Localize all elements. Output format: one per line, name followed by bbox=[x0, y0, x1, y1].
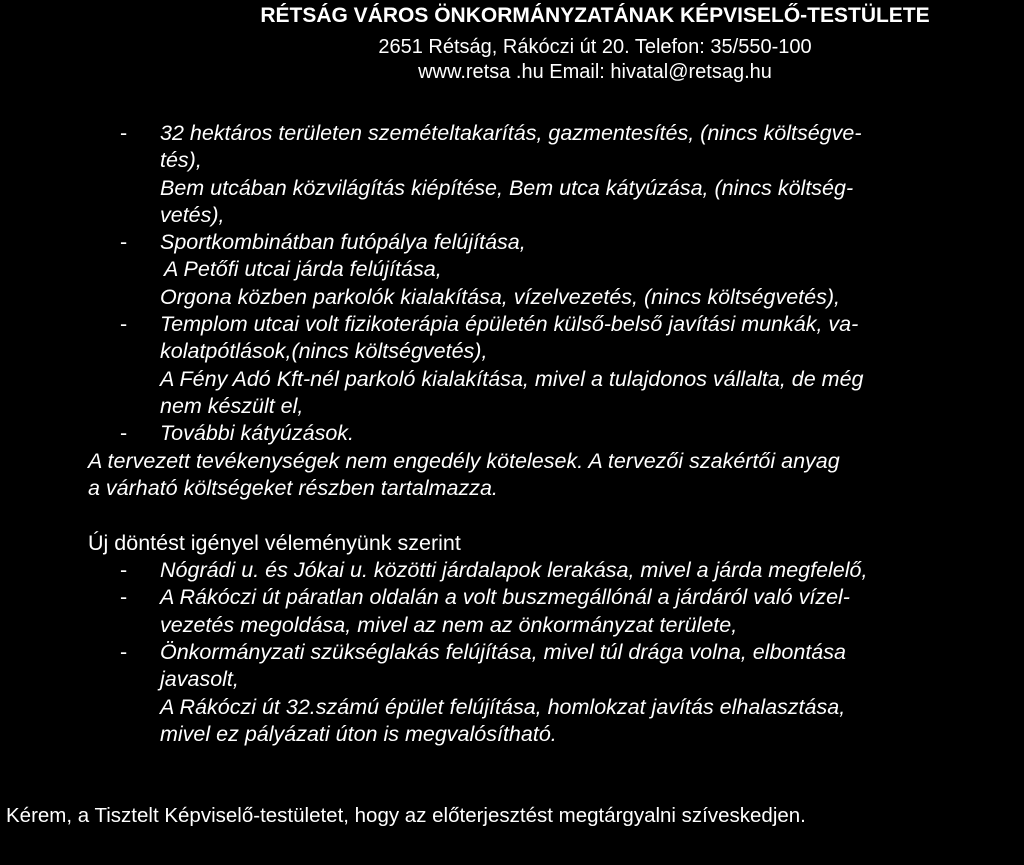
letterhead-address: 2651 Rétság, Rákóczi út 20. Telefon: 35/550-100 bbox=[378, 36, 812, 58]
letterhead-title: RÉTSÁG VÁROS ÖNKORMÁNYZATÁNAK KÉPVISELŐ-TESTÜLETE bbox=[260, 4, 930, 27]
list-item-line: tés), bbox=[160, 148, 202, 172]
list-item-line: Templom utcai volt fizikoterápia épületén külső-belső javítási munkák, va- bbox=[160, 312, 859, 336]
list-item-line: Bem utcában közvilágítás kiépítése, Bem utca kátyúzása, (nincs költség- bbox=[160, 176, 854, 200]
list-dash: - bbox=[120, 230, 128, 254]
list-dash: - bbox=[120, 121, 128, 145]
list-item-line: Önkormányzati szükséglakás felújítása, mivel túl drága volna, elbontása bbox=[160, 640, 846, 664]
list-item-line: A Fény Adó Kft-nél parkoló kialakítása, mivel a tulajdonos vállalta, de még bbox=[160, 367, 864, 391]
list-item-line: Nógrádi u. és Jókai u. közötti járdalapok lerakása, mivel a járda megfelelő, bbox=[160, 558, 868, 582]
letterhead-web-email: www.retsa .hu Email: hivatal@retsag.hu bbox=[418, 61, 772, 83]
list-item-line: mivel ez pályázati úton is megvalósítható. bbox=[160, 722, 557, 746]
list-item-line: 32 hektáros területen szemételtakarítás, gazmentesítés, (nincs költségve- bbox=[160, 121, 862, 145]
list-dash: - bbox=[120, 585, 128, 609]
list-item-line: További kátyúzások. bbox=[160, 421, 355, 445]
list-item-line: vezetés megoldása, mivel az nem az önkormányzat területe, bbox=[160, 613, 738, 637]
list-item-line: nem készült el, bbox=[160, 394, 304, 418]
list-dash: - bbox=[120, 558, 128, 582]
list-item-line: kolatpótlások,(nincs költségvetés), bbox=[160, 339, 488, 363]
closing-sentence: Kérem, a Tisztelt Képviselő-testületet, hogy az előterjesztést megtárgyalni szíveskedjen. bbox=[6, 804, 806, 827]
list-dash: - bbox=[120, 421, 128, 445]
list-item-line: vetés), bbox=[160, 203, 225, 227]
section-heading: Új döntést igényel véleményünk szerint bbox=[88, 531, 461, 555]
list-item-line: Sportkombinátban futópálya felújítása, bbox=[160, 230, 526, 254]
paragraph-line: a várható költségeket részben tartalmazza. bbox=[88, 476, 498, 500]
list-item-line: Orgona közben parkolók kialakítása, vízelvezetés, (nincs költségvetés), bbox=[160, 285, 840, 309]
list-dash: - bbox=[120, 312, 128, 336]
paragraph-line: A tervezett tevékenységek nem engedély kötelesek. A tervezői szakértői anyag bbox=[88, 449, 840, 473]
list-dash: - bbox=[120, 640, 128, 664]
list-item-line: A Rákóczi út 32.számú épület felújítása, homlokzat javítás elhalasztása, bbox=[160, 695, 846, 719]
list-item-line: javasolt, bbox=[160, 667, 239, 691]
list-item-line: A Petőfi utcai járda felújítása, bbox=[164, 257, 442, 281]
list-item-line: A Rákóczi út páratlan oldalán a volt buszmegállónál a járdáról való vízel- bbox=[160, 585, 850, 609]
